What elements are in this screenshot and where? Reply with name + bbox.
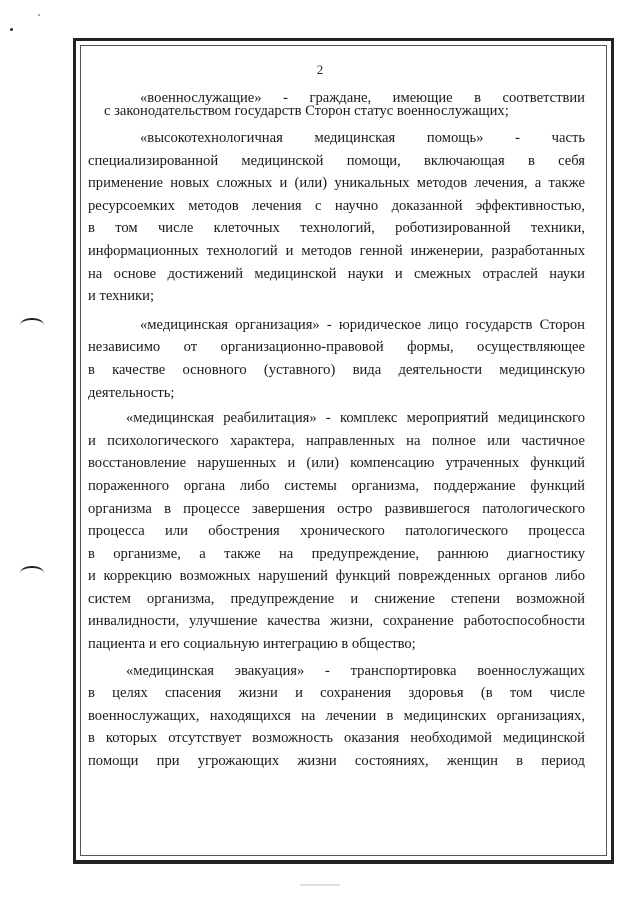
text-line: и техники;: [88, 288, 154, 305]
paragraph-definition-medical-organization: [88, 314, 585, 404]
page-number: 2: [316, 62, 324, 77]
text-line: и психологического характера, направленных на полное или частичное: [88, 432, 585, 449]
text-line: процесса или обострения хронического патологического процесса: [88, 523, 585, 540]
scan-speck: [10, 28, 13, 31]
text-line: военнослужащих, находящихся на лечении в медицинских организациях,: [88, 707, 585, 724]
text-line: восстановление нарушенных и (или) компенсацию утраченных функций: [88, 455, 585, 472]
text-line: в том числе клеточных технологий, роботизированной техники,: [88, 220, 585, 237]
text-line: на основе достижений медицинской науки и смежных отраслей науки: [88, 265, 585, 282]
paragraph-definition-servicemen: [88, 92, 585, 118]
text-line: применение новых сложных и (или) уникальных методов лечения, а также: [88, 175, 585, 192]
text-line: и коррекцию возможных нарушений функций поврежденных органов либо: [88, 568, 585, 585]
text-line: «медицинская реабилитация» - комплекс мероприятий медицинского: [126, 410, 585, 427]
text-line: «медицинская эвакуация» - транспортировка военнослужащих: [126, 662, 585, 679]
text-line: с законодательством государств Сторон статус военнослужащих;: [104, 103, 509, 119]
text-line: специализированной медицинской помощи, включающая в себя: [88, 152, 585, 169]
paragraph-definition-medical-evacuation: [88, 660, 585, 773]
text-line: инвалидности, улучшение качества жизни, сохранение работоспособности: [88, 613, 585, 630]
scan-artifact: [300, 884, 340, 886]
text-line: деятельность;: [88, 384, 175, 401]
text-line: в целях спасения жизни и сохранения здоровья (в том числе: [88, 685, 585, 702]
punch-hole-mark: [20, 566, 44, 580]
text-line: в которых отсутствует возможность оказания необходимой медицинской: [88, 730, 585, 747]
punch-hole-mark: [20, 318, 44, 332]
text-line: пораженного органа либо системы организма, поддержание функций: [88, 477, 585, 494]
paragraph-definition-medical-rehabilitation: [88, 407, 585, 656]
document-body: [88, 92, 585, 773]
text-line: «военнослужащие» - граждане, имеющие в соответствии: [140, 90, 585, 106]
paragraph-definition-high-tech-care: [88, 127, 585, 308]
text-line: систем организма, предупреждение и снижение степени возможной: [88, 590, 585, 607]
text-line: независимо от организационно-правовой формы, осуществляющее: [88, 339, 585, 356]
text-line: в качестве основного (уставного) вида деятельности медицинскую: [88, 361, 585, 378]
text-line: помощи при угрожающих жизни состояниях, женщин в период: [88, 753, 585, 770]
text-line: пациента и его социальную интеграцию в общество;: [88, 636, 416, 653]
scan-speck: [38, 14, 40, 16]
text-line: информационных технологий и методов генной инженерии, разработанных: [88, 242, 585, 259]
text-line: «медицинская организация» - юридическое лицо государств Сторон: [140, 316, 585, 333]
text-line: «высокотехнологичная медицинская помощь» - часть: [140, 130, 585, 146]
text-line: организма в процессе завершения остро развившегося патологического: [88, 500, 585, 517]
text-line: ресурсоемких методов лечения с научно доказанной эффективностью,: [88, 197, 585, 214]
text-line: в организме, а также на предупреждение, раннюю диагностику: [88, 545, 585, 562]
